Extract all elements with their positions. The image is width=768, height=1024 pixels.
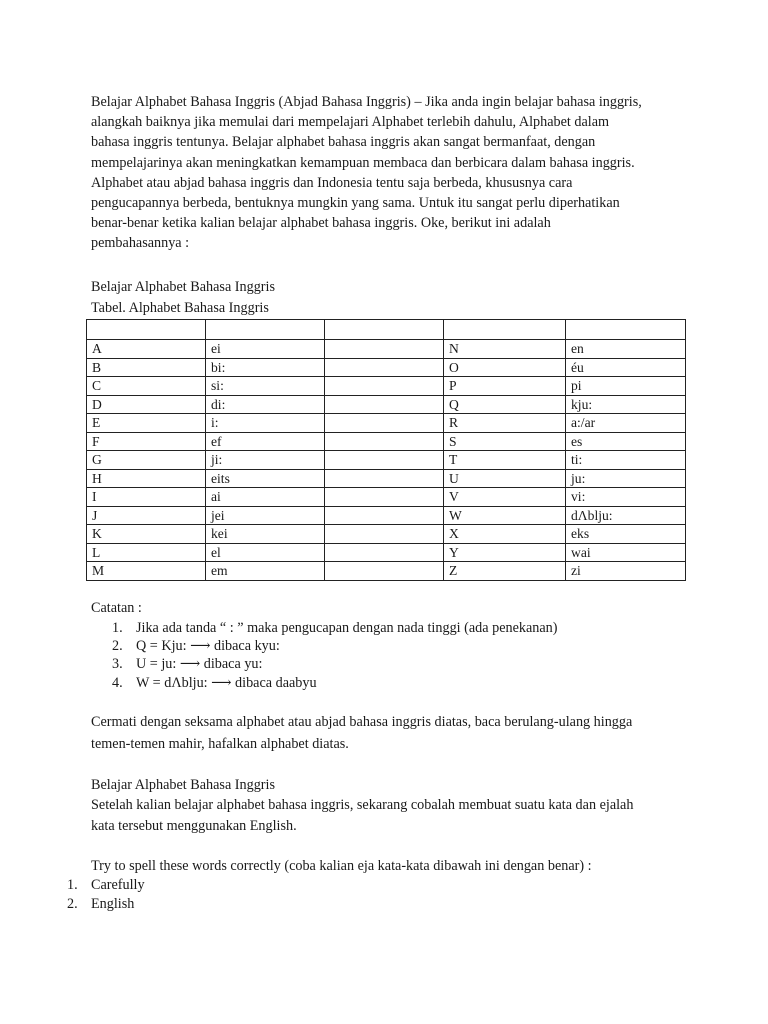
table-cell	[325, 543, 444, 562]
letter-cell: O	[444, 358, 566, 377]
paragraph-line: Cermati dengan seksama alphabet atau abjad bahasa inggris diatas, baca berulang-ulang hingga	[91, 714, 633, 730]
pronunciation-cell: bi:	[206, 358, 325, 377]
table-row	[87, 506, 686, 525]
table-cell	[325, 432, 444, 451]
list-text: U = ju: ⟶ dibaca yu:	[136, 656, 263, 673]
table-row	[87, 395, 686, 414]
paragraph-line: temen-temen mahir, hafalkan alphabet diatas.	[91, 736, 349, 752]
table-cell	[206, 320, 325, 340]
table-row	[87, 525, 686, 544]
pronunciation-cell: vi:	[566, 488, 686, 507]
table-row	[87, 543, 686, 562]
list-number: 3.	[112, 656, 123, 673]
pronunciation-cell: a:/ar	[566, 414, 686, 433]
table-row	[87, 488, 686, 507]
intro-line: pembahasannya :	[91, 235, 190, 252]
table-row	[87, 377, 686, 396]
list-number: 1.	[67, 877, 78, 893]
letter-cell: R	[444, 414, 566, 433]
list-item	[112, 637, 558, 655]
letter-cell: Z	[444, 562, 566, 581]
pronunciation-cell: jei	[206, 506, 325, 525]
pronunciation-cell: ti:	[566, 451, 686, 470]
intro-line: pengucapannya berbeda, bentuknya mungkin yang sama. Untuk itu sangat perlu diperhatikan	[91, 195, 620, 212]
list-number: 4.	[112, 674, 123, 691]
pronunciation-cell: zi	[566, 562, 686, 581]
intro-line: alangkah baiknya jika memulai dari mempelajari Alphabet terlebih dahulu, Alphabet dalam	[91, 114, 610, 131]
letter-cell: Q	[444, 395, 566, 414]
letter-cell: L	[87, 543, 206, 562]
table-cell	[325, 414, 444, 433]
pronunciation-cell: ju:	[566, 469, 686, 488]
list-item	[67, 876, 145, 895]
table-cell	[325, 451, 444, 470]
letter-cell: V	[444, 488, 566, 507]
letter-cell: Y	[444, 543, 566, 562]
list-number: 2.	[112, 638, 123, 655]
table-row	[87, 469, 686, 488]
letter-cell: X	[444, 525, 566, 544]
list-item	[67, 895, 145, 914]
pronunciation-cell: si:	[206, 377, 325, 396]
table-header-row	[87, 320, 686, 340]
paragraph-line: kata tersebut menggunakan English.	[91, 817, 297, 834]
list-text: Jika ada tanda “ : ” maka pengucapan dengan nada tinggi (ada penekanan)	[136, 620, 558, 636]
list-number: 2.	[67, 895, 78, 912]
list-text: Carefully	[91, 877, 145, 893]
table-row	[87, 340, 686, 359]
pronunciation-cell: kju:	[566, 395, 686, 414]
list-item	[112, 655, 558, 673]
table-cell	[87, 320, 206, 340]
intro-line: Belajar Alphabet Bahasa Inggris (Abjad Bahasa Inggris) – Jika anda ingin belajar bahasa inggris,	[91, 94, 642, 110]
intro-paragraph	[91, 92, 691, 254]
pronunciation-cell: ei	[206, 340, 325, 359]
pronunciation-cell: eks	[566, 525, 686, 544]
letter-cell: T	[444, 451, 566, 470]
letter-cell: D	[87, 395, 206, 414]
pronunciation-cell: ai	[206, 488, 325, 507]
notes-list	[112, 619, 558, 692]
letter-cell: J	[87, 506, 206, 525]
try-instruction: Try to spell these words correctly (coba kalian eja kata-kata dibawah ini dengan benar) :	[91, 858, 592, 874]
pronunciation-cell: el	[206, 543, 325, 562]
table-cell	[325, 562, 444, 581]
table-cell	[325, 525, 444, 544]
table-cell	[325, 377, 444, 396]
notes-label: Catatan :	[91, 600, 142, 616]
list-item	[112, 674, 558, 692]
pronunciation-cell: dΛblju:	[566, 506, 686, 525]
words-list	[67, 876, 145, 913]
list-text: Q = Kju: ⟶ dibaca kyu:	[136, 638, 280, 655]
table-cell	[325, 358, 444, 377]
table-row	[87, 358, 686, 377]
letter-cell: U	[444, 469, 566, 488]
table-row	[87, 414, 686, 433]
pronunciation-cell: en	[566, 340, 686, 359]
intro-line: benar-benar ketika kalian belajar alphabet bahasa inggris. Oke, berikut ini adalah	[91, 215, 551, 232]
pronunciation-cell: i:	[206, 414, 325, 433]
letter-cell: A	[87, 340, 206, 359]
alphabet-table	[86, 319, 686, 581]
letter-cell: N	[444, 340, 566, 359]
intro-line: mempelajarinya akan meningkatkan kemampuan membaca dan berbicara dalam bahasa inggris.	[91, 154, 635, 171]
list-text: W = dΛblju: ⟶ dibaca daabyu	[136, 674, 317, 691]
table-cell	[325, 506, 444, 525]
list-item	[112, 619, 558, 637]
pronunciation-cell: ef	[206, 432, 325, 451]
cermati-paragraph	[91, 711, 691, 755]
table-cell	[566, 320, 686, 340]
pronunciation-cell: em	[206, 562, 325, 581]
letter-cell: G	[87, 451, 206, 470]
pronunciation-cell: eits	[206, 469, 325, 488]
letter-cell: S	[444, 432, 566, 451]
paragraph-line: Setelah kalian belajar alphabet bahasa inggris, sekarang cobalah membuat suatu kata dan ejalah	[91, 797, 634, 813]
table-cell	[325, 395, 444, 414]
table-caption: Tabel. Alphabet Bahasa Inggris	[91, 300, 269, 316]
table-cell	[325, 340, 444, 359]
letter-cell: K	[87, 525, 206, 544]
table-cell	[325, 488, 444, 507]
pronunciation-cell: ji:	[206, 451, 325, 470]
pronunciation-cell: wai	[566, 543, 686, 562]
section-title: Belajar Alphabet Bahasa Inggris	[91, 279, 275, 295]
letter-cell: I	[87, 488, 206, 507]
table-cell	[325, 469, 444, 488]
intro-line: bahasa inggris tentunya. Belajar alphabet bahasa inggris akan sangat bermanfaat, dengan	[91, 134, 596, 151]
table-cell	[444, 320, 566, 340]
letter-cell: H	[87, 469, 206, 488]
pronunciation-cell: éu	[566, 358, 686, 377]
pronunciation-cell: kei	[206, 525, 325, 544]
pronunciation-cell: es	[566, 432, 686, 451]
letter-cell: E	[87, 414, 206, 433]
letter-cell: P	[444, 377, 566, 396]
pronunciation-cell: di:	[206, 395, 325, 414]
pronunciation-cell: pi	[566, 377, 686, 396]
setelah-paragraph	[91, 795, 691, 836]
list-text: English	[91, 895, 135, 912]
table-row	[87, 432, 686, 451]
letter-cell: W	[444, 506, 566, 525]
section-title: Belajar Alphabet Bahasa Inggris	[91, 777, 275, 793]
table-cell	[325, 320, 444, 340]
table-row	[87, 451, 686, 470]
letter-cell: F	[87, 432, 206, 451]
list-number: 1.	[112, 620, 123, 636]
table-row	[87, 562, 686, 581]
letter-cell: B	[87, 358, 206, 377]
letter-cell: C	[87, 377, 206, 396]
letter-cell: M	[87, 562, 206, 581]
intro-line: Alphabet atau abjad bahasa inggris dan Indonesia tentu saja berbeda, khususnya cara	[91, 174, 573, 191]
